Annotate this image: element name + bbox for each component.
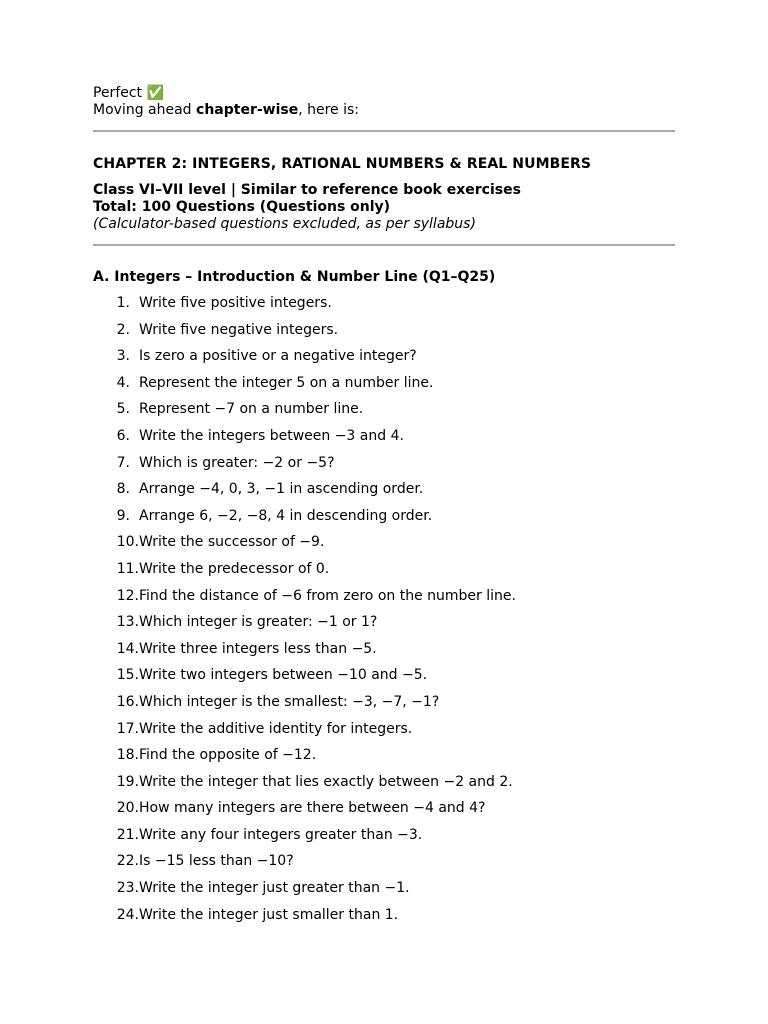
question-number: 15. [116, 667, 139, 684]
question-text: Is −15 less than −10? [139, 853, 294, 870]
question-number: 13. [116, 614, 139, 631]
question-number: 6. [116, 427, 130, 444]
question-item [93, 694, 675, 721]
question-number: 23. [116, 880, 139, 897]
intro-line-2 [93, 102, 675, 119]
question-text: How many integers are there between −4 and 4? [139, 800, 486, 817]
question-number: 1. [116, 295, 130, 311]
question-number: 10. [116, 534, 139, 551]
question-text: Find the opposite of −12. [139, 747, 317, 764]
intro-line-2-suffix: , here is: [298, 102, 360, 118]
question-text: Write any four integers greater than −3. [139, 826, 423, 843]
question-number: 8. [116, 481, 130, 498]
question-number: 7. [116, 454, 130, 471]
question-item [93, 322, 675, 349]
question-item [93, 614, 675, 641]
horizontal-rule-top [93, 130, 675, 132]
chapter-meta [93, 182, 675, 233]
question-text: Which integer is greater: −1 or 1? [139, 614, 378, 631]
question-number: 11. [116, 560, 139, 577]
question-item [93, 561, 675, 588]
question-text: Write the additive identity for integers. [139, 720, 413, 737]
question-text: Is zero a positive or a negative integer? [139, 348, 417, 365]
horizontal-rule-bottom [93, 244, 675, 246]
question-text: Write five negative integers. [139, 321, 339, 338]
question-text: Write the integers between −3 and 4. [139, 427, 404, 444]
question-text: Write the predecessor of 0. [139, 560, 330, 577]
document-content [93, 85, 675, 933]
question-number: 14. [116, 640, 139, 657]
question-number: 9. [116, 507, 130, 524]
question-number: 4. [116, 374, 130, 391]
question-text: Write two integers between −10 and −5. [139, 667, 428, 684]
chapter-level: Class VI–VII level | Similar to reference book exercises [93, 182, 521, 198]
question-number: 2. [116, 321, 130, 338]
question-item [93, 747, 675, 774]
question-number: 17. [116, 720, 139, 737]
question-text: Which is greater: −2 or −5? [139, 454, 335, 471]
intro-line-2-prefix: Moving ahead [93, 102, 197, 118]
question-list [93, 295, 675, 933]
question-number: 19. [116, 773, 139, 790]
question-item [93, 428, 675, 455]
question-text: Write the successor of −9. [139, 534, 325, 551]
question-item [93, 588, 675, 615]
chapter-total: Total: 100 Questions (Questions only) [93, 199, 391, 215]
question-text: Write the integer that lies exactly between −2 and 2. [139, 773, 513, 790]
question-item [93, 907, 675, 934]
intro-line-2-bold: chapter-wise [196, 102, 299, 118]
question-text: Write the integer just smaller than 1. [139, 906, 399, 923]
question-item [93, 721, 675, 748]
question-item [93, 348, 675, 375]
question-item [93, 481, 675, 508]
intro-line-1: Perfect ✅ [93, 85, 164, 101]
question-text: Represent −7 on a number line. [139, 401, 364, 418]
question-number: 3. [116, 348, 130, 365]
question-item [93, 401, 675, 428]
question-item [93, 774, 675, 801]
question-number: 24. [116, 906, 139, 923]
question-item [93, 508, 675, 535]
question-text: Arrange −4, 0, 3, −1 in ascending order. [139, 481, 424, 498]
question-item [93, 827, 675, 854]
section-a-heading: A. Integers – Introduction & Number Line (Q1–Q25) [93, 269, 496, 285]
question-text: Which integer is the smallest: −3, −7, −1? [139, 693, 440, 710]
question-item [93, 667, 675, 694]
question-number: 5. [116, 401, 130, 418]
question-item [93, 880, 675, 907]
question-text: Write three integers less than −5. [139, 640, 377, 657]
question-text: Write five positive integers. [139, 295, 332, 311]
question-text: Arrange 6, −2, −8, 4 in descending order. [139, 507, 433, 524]
question-number: 20. [116, 800, 139, 817]
question-number: 16. [116, 693, 139, 710]
question-item [93, 853, 675, 880]
question-number: 21. [116, 826, 139, 843]
chapter-note: (Calculator-based questions excluded, as per syllabus) [93, 216, 476, 232]
question-number: 22. [116, 853, 139, 870]
question-text: Write the integer just greater than −1. [139, 880, 410, 897]
chapter-title: CHAPTER 2: INTEGERS, RATIONAL NUMBERS & REAL NUMBERS [93, 156, 592, 172]
question-item [93, 800, 675, 827]
question-text: Represent the integer 5 on a number line. [139, 374, 434, 391]
question-item [93, 375, 675, 402]
question-item [93, 641, 675, 668]
question-number: 12. [116, 587, 139, 604]
question-item [93, 295, 675, 322]
question-item [93, 534, 675, 561]
question-item [93, 455, 675, 482]
question-text: Find the distance of −6 from zero on the number line. [139, 587, 516, 604]
question-number: 18. [116, 747, 139, 764]
